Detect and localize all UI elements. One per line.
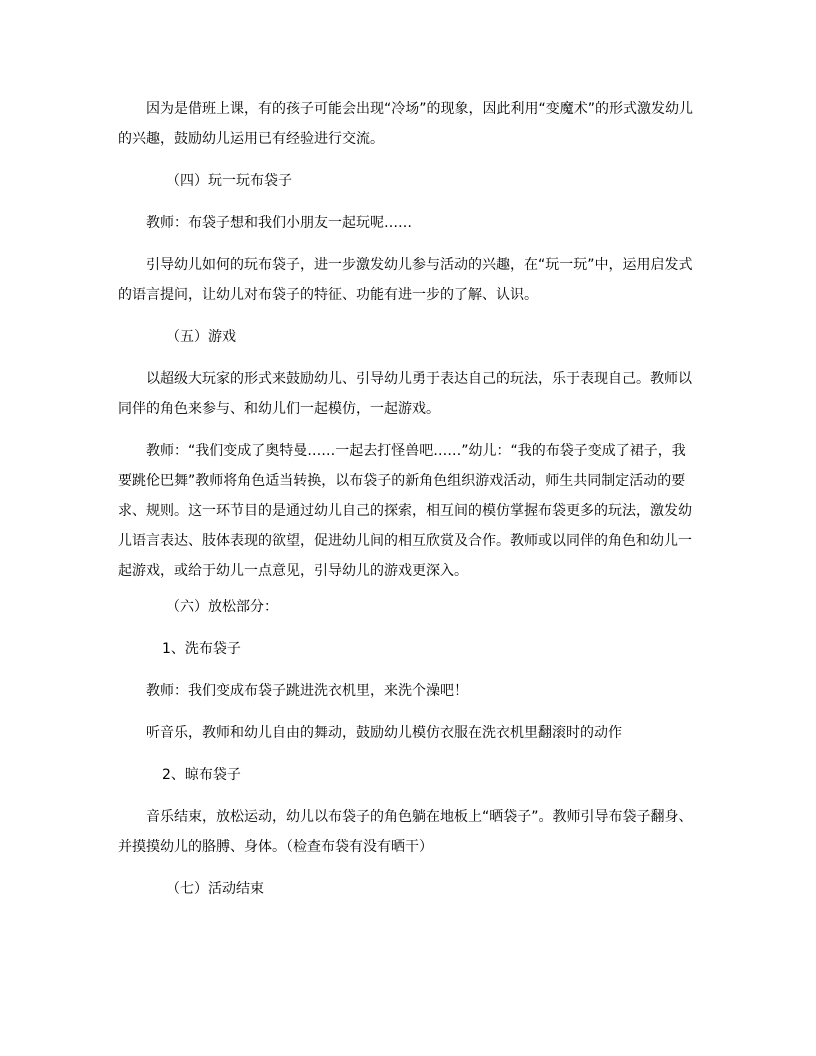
paragraph-game-intro: 以超级大玩家的形式来鼓励幼儿、引导幼儿勇于表达自己的玩法，乐于表现自己。教师以同伴的角色来参与、和幼儿们一起模仿，一起游戏。 <box>118 371 692 417</box>
paragraph-teacher-cloth-bag: 教师：布袋子想和我们小朋友一起玩呢…… <box>146 215 412 231</box>
paragraph-play-guidance: 引导幼儿如何的玩布袋子，进一步激发幼儿参与活动的兴趣，在“玩一玩”中，运用启发式的语言提问，让幼儿对布袋子的特征、功能有进一步的了解、认识。 <box>118 257 693 303</box>
paragraph-teacher-wash: 教师：我们变成布袋子跳进洗衣机里，来洗个澡吧！ <box>146 683 468 699</box>
section-heading-7: （七）活动结束 <box>166 881 264 897</box>
section-heading-5: （五）游戏 <box>166 329 236 345</box>
paragraph-intro: 因为是借班上课，有的孩子可能会出现“冷场”的现象，因此利用“变魔术”的形式激发幼儿的兴趣，鼓励幼儿运用已有经验进行交流。 <box>118 101 694 147</box>
paragraph-music-dance: 听音乐，教师和幼儿自由的舞动，鼓励幼儿模仿衣服在洗衣机里翻滚时的动作 <box>146 725 622 741</box>
step-dry-bag: 2、晾布袋子 <box>162 767 241 783</box>
paragraph-relax: 音乐结束，放松运动，幼儿以布袋子的角色躺在地板上“晒袋子”。教师引导布袋子翻身、并摸摸幼儿的胳膊、身体。（检查布袋有没有晒干） <box>118 809 693 855</box>
section-heading-4: （四）玩一玩布袋子 <box>166 173 292 189</box>
step-wash-bag: 1、洗布袋子 <box>162 641 241 657</box>
section-heading-6: （六）放松部分： <box>166 599 278 615</box>
paragraph-game-detail: 教师：“我们变成了奥特曼……一起去打怪兽吧……”幼儿：“我的布袋子变成了裙子，我要跳伦巴舞”教师将角色适当转换，以布袋子的新角色组织游戏活动，师生共同制定活动的要求、规则。这一环节目的是通过幼儿自己的探索，相互间的模仿掌握布袋更多的玩法，激发幼儿语言表达、肢体表现的欲望，促进幼儿间的相互欣赏及合作。教师或以同伴的角色和幼儿一起游戏，或给于幼儿一点意见，引导幼儿的游戏更深入。 <box>118 443 692 579</box>
